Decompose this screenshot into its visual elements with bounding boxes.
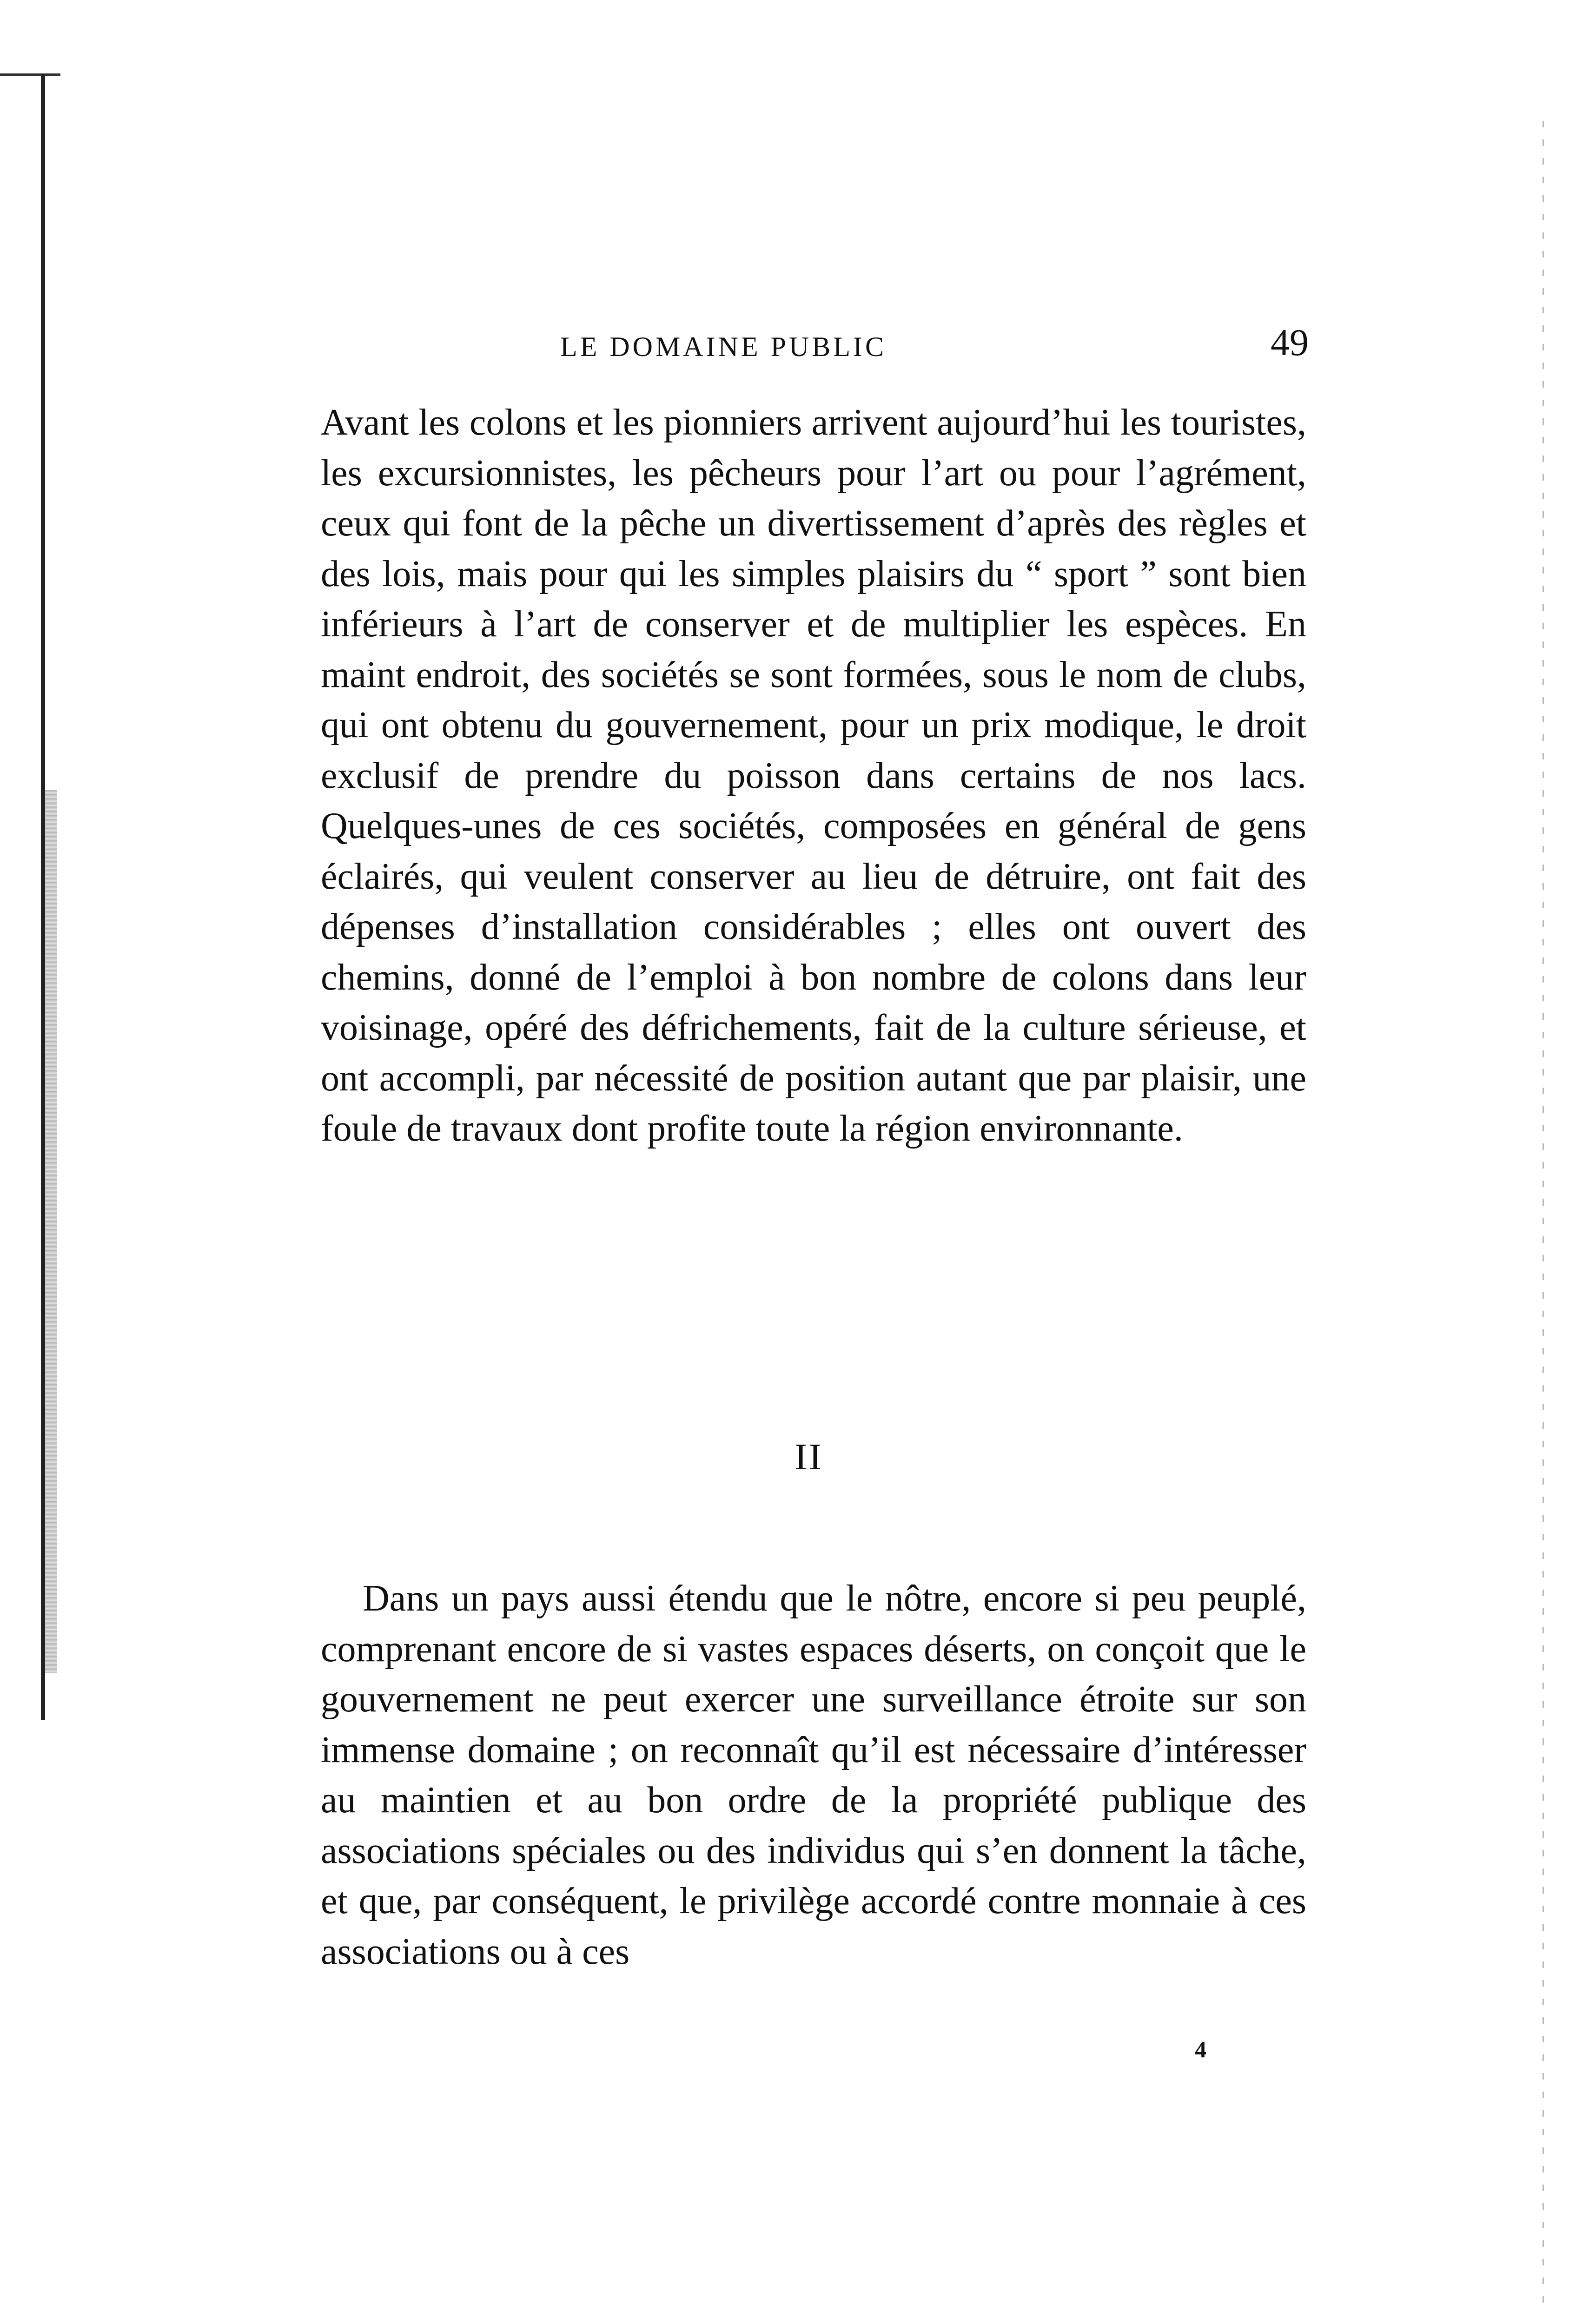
binding-edge-mark [0, 73, 60, 76]
page-header [560, 321, 1309, 372]
paragraph-text: Avant les colons et les pionniers arrivent aujourd’hui les touristes, les excursionnistes, les pêcheurs pour l’art ou pour l’agrément, ceux qui font de la pêche un divertissement d’après des règles et des lois, mais pour qui les simples plaisirs du “ sport ” sont bien inférieurs à l’art de conserver et de multiplier les espèces. En maint endroit, des sociétés se sont formées, sous le nom de clubs, qui ont obtenu du gouvernement, pour un prix modique, le droit exclusif de prendre du poisson dans certains de nos lacs. Quelques-unes de ces sociétés, composées en général de gens éclairés, qui veulent conserver au lieu de détruire, ont fait des dépenses d’installation considérables ; elles ont ouvert des chemins, donné de l’emploi à bon nombre de colons dans leur voisinage, opéré des défrichements, fait de la culture sérieuse, et ont accompli, par nécessité de position autant que par plaisir, une foule de travaux dont profite toute la région environnante. [321, 402, 1306, 1149]
signature-mark: 4 [1195, 2036, 1206, 2062]
paragraph [321, 397, 1306, 1154]
binding-edge-left [41, 74, 45, 1720]
page-number: 49 [1271, 321, 1309, 363]
running-title: LE DOMAINE PUBLIC [560, 331, 887, 362]
page-edge-right [1543, 121, 1544, 2305]
binding-shadow [45, 790, 57, 1673]
paragraph-text: Dans un pays aussi étendu que le nôtre, encore si peu peuplé, comprenant encore de si vastes espaces déserts, on conçoit que le gouvernement ne peut exercer une surveillance étroite sur son immense domaine ; on reconnaît qu’il est nécessaire d’intéresser au maintien et au bon ordre de la propriété publique des associations spéciales ou des individus qui s’en donnent la tâche, et que, par conséquent, le privilège accordé contre monnaie à ces associations ou à ces [321, 1578, 1306, 1972]
section-heading: II [794, 1437, 823, 1478]
paragraph [321, 1573, 1306, 1977]
